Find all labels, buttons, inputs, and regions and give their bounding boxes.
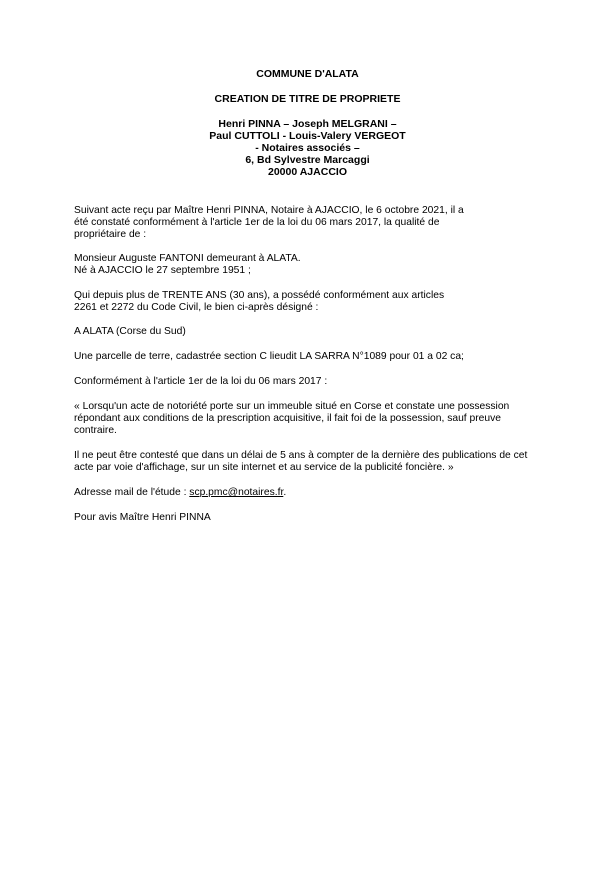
commune-heading: COMMUNE D'ALATA — [256, 68, 359, 80]
owner-paragraph — [74, 253, 554, 277]
possession-paragraph — [74, 290, 554, 314]
notaries-block — [0, 118, 615, 178]
text-line: contraire. — [74, 425, 117, 436]
text-line: Conformément à l'article 1er de la loi du 06 mars 2017 : — [74, 376, 328, 387]
text-line: acte par voie d'affichage, sur un site internet et au service de la publicité foncière. » — [74, 462, 454, 473]
text-line: Qui depuis plus de TRENTE ANS (30 ans), a possédé conformément aux articles — [74, 290, 445, 301]
notaries-address: 6, Bd Sylvestre Marcaggi — [245, 154, 370, 166]
text-line: Né à AJACCIO le 27 septembre 1951 ; — [74, 265, 251, 276]
text-line: « Lorsqu'un acte de notoriété porte sur un immeuble situé en Corse et constate une possession — [74, 401, 510, 412]
act-paragraph — [74, 205, 554, 241]
text-line: 2261 et 2272 du Code Civil, le bien ci-après désigné : — [74, 302, 319, 313]
email-link[interactable]: scp.pmc@notaires.fr — [189, 487, 284, 498]
email-suffix: . — [283, 487, 287, 498]
notaries-line: - Notaires associés – — [255, 142, 360, 154]
law-reference-paragraph — [74, 376, 554, 388]
email-line — [74, 487, 554, 499]
text-line: Il ne peut être contesté que dans un délai de 5 ans à compter de la dernière des publications de cet — [74, 450, 528, 461]
law-quote-paragraph — [74, 401, 554, 437]
notaries-line: Henri PINNA – Joseph MELGRANI – — [218, 118, 397, 130]
text-line: répondant aux conditions de la prescription acquisitive, il fait foi de la possession, sauf preuve — [74, 413, 501, 424]
text-line: été constaté conformément à l'article 1er de la loi du 06 mars 2017, la qualité de — [74, 217, 440, 228]
contest-paragraph — [74, 450, 554, 474]
closing-paragraph — [74, 512, 554, 524]
location-paragraph — [74, 326, 554, 338]
text-line: propriétaire de : — [74, 229, 147, 240]
document-title: CREATION DE TITRE DE PROPRIETE — [214, 93, 401, 105]
text-line: Pour avis Maître Henri PINNA — [74, 512, 211, 523]
email-label: Adresse mail de l'étude : — [74, 487, 190, 498]
text-line: Suivant acte reçu par Maître Henri PINNA, Notaire à AJACCIO, le 6 octobre 2021, il a — [74, 205, 464, 216]
notaries-city: 20000 AJACCIO — [268, 166, 347, 178]
notaries-line: Paul CUTTOLI - Louis-Valery VERGEOT — [209, 130, 406, 142]
email-paragraph — [74, 487, 554, 499]
text-line: A ALATA (Corse du Sud) — [74, 326, 186, 337]
text-line: Monsieur Auguste FANTONI demeurant à ALATA. — [74, 253, 301, 264]
parcel-paragraph — [74, 351, 554, 363]
text-line: Une parcelle de terre, cadastrée section C lieudit LA SARRA N°1089 pour 01 a 02 ca; — [74, 351, 464, 362]
